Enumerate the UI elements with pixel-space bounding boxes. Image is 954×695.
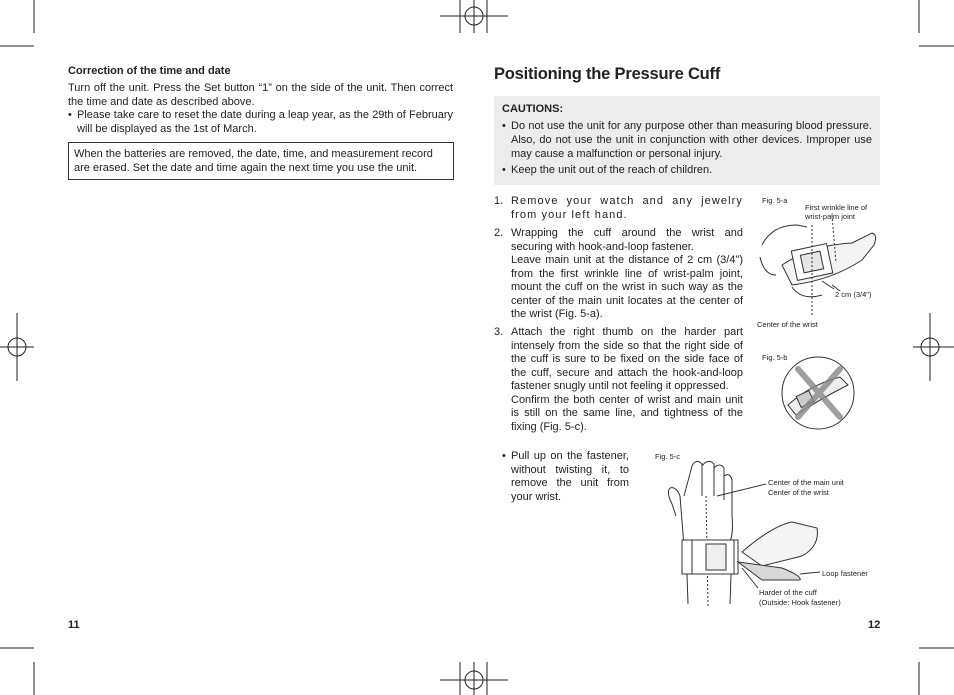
left-bullet <box>68 108 453 136</box>
left-bullet-text: Please take care to reset the date during a leap year, as the 29th of February will be displayed as the 1st of March. <box>77 109 453 135</box>
caution-item: • Do not use the unit for any purpose other than measuring blood pressure. Also, do not use the unit in conjunction with other devices. Improper use may cause a malfunction or personal injury. <box>502 120 872 160</box>
page-title: Positioning the Pressure Cuff <box>494 65 721 83</box>
fig5b-illustration <box>780 355 856 431</box>
remove-bullet: • Pull up on the fastener, without twisting it, to remove the unit from your wrist. <box>502 450 629 503</box>
step-3: 3. Attach the right thumb on the harder part intensely from the side so that the right side of the cuff is sure to be fixed on the side face of the cuff, secure and attach the hook-and-loop fastener snugly until not feeling it oppressed. Confirm the both center of wrist and main unit is still on the same line, and tightness of the fixing (Fig. 5-c). <box>494 326 743 433</box>
cautions-box <box>494 96 880 185</box>
fig5c-label: Fig. 5-c <box>655 452 681 461</box>
fig5c-harder-note: Harder of the cuff <box>759 588 817 597</box>
page-number-left: 11 <box>68 619 80 631</box>
fig5a-illustration <box>752 205 882 320</box>
battery-notice: When the batteries are removed, the date, time, and measurement record are erased. Set the date and time again the next time you use the unit. <box>68 142 454 180</box>
fig5a-wrinkle-note: First wrinkle line of wrist-palm joint <box>805 203 868 221</box>
fig5c-center-unit-note: Center of the main unit <box>768 478 844 487</box>
left-heading: Correction of the time and date <box>68 65 231 77</box>
fig5c-illustration <box>662 456 832 606</box>
caution-item: • Keep the unit out of the reach of children. <box>502 164 713 176</box>
fig5c-loop-note: Loop fastener <box>822 569 868 578</box>
fig5b-label: Fig. 5-b <box>762 353 788 362</box>
step-2: 2. Wrapping the cuff around the wrist and securing with hook-and-loop fastener. Leave main unit at the distance of 2 cm (3/4") from the first wrinkle line of wrist-palm joint, mount the cuff on the wrist in such way as the center of the main unit locates at the center of the wrist (Fig. 5-a). <box>494 227 743 320</box>
fig5a-label: Fig. 5-a <box>762 196 788 205</box>
step-1: 1. Remove your watch and any jewelry from your left hand. <box>494 195 743 221</box>
fig5a-distance-note: 2 cm (3/4") <box>835 290 872 299</box>
left-para: Turn off the unit. Press the Set button “1” on the side of the unit. Then correct the time and date as described above. <box>68 82 453 108</box>
fig5c-center-wrist-note: Center of the wrist <box>768 488 829 497</box>
fig5c-harder-sub-note: (Outside: Hook fastener) <box>759 598 841 607</box>
fig5a-center-note: Center of the wrist <box>757 320 818 329</box>
cautions-heading: CAUTIONS: <box>502 103 564 115</box>
bullet-dot: • <box>68 109 72 121</box>
page-number-right: 12 <box>868 619 881 631</box>
